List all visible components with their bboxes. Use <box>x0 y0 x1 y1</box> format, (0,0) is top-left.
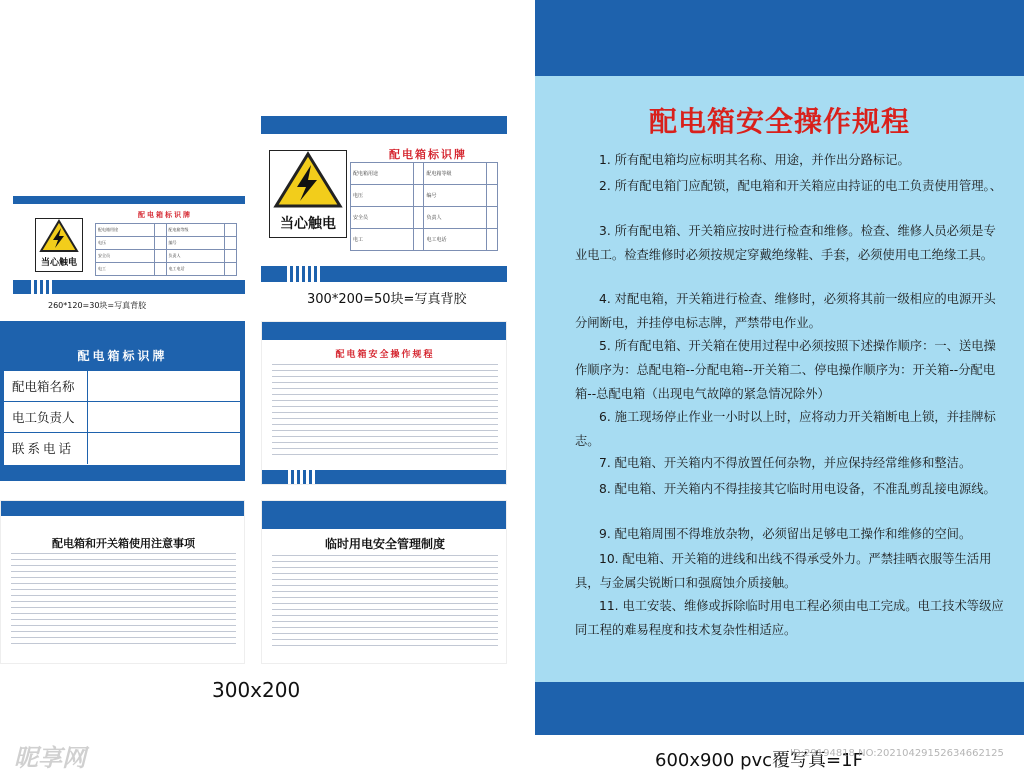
warning-label: 当心触电 <box>280 216 336 232</box>
rule-item: 1. 所有配电箱均应标明其名称、用途，并作出分路标记。 <box>599 153 910 167</box>
board-title: 配电箱和开关箱使用注意事项 <box>52 537 195 550</box>
warning-label: 当心触电 <box>40 258 77 268</box>
top-band <box>0 321 245 341</box>
watermark-id: ID:29194818 NO:20210429152634662125 <box>790 748 1004 759</box>
bottom-band <box>535 682 1024 735</box>
small-rules-board <box>261 321 507 485</box>
warning-sign <box>35 218 83 272</box>
rule-item: 5. 所有配电箱、开关箱在使用过程中必须按照下述操作顺序：一、送电操作顺序为：总配电箱--分配电箱--开关箱二、停电操作顺序为：开关箱--分配电箱--总配电箱（出现电气故障的紧急情况除外） <box>575 339 996 401</box>
cell: 安全员 <box>351 207 414 229</box>
top-band <box>1 501 245 516</box>
card-panel <box>4 371 240 465</box>
size-300-label: 300x200 <box>212 678 301 702</box>
cell: 电工电话 <box>166 263 225 276</box>
rule-item: 7. 配电箱、开关箱内不得放置任何杂物，并应保持经常维修和整洁。 <box>599 456 972 470</box>
board-title: 临时用电安全管理制度 <box>324 537 445 551</box>
watermark-logo: 昵享网 <box>14 744 86 772</box>
temp-power-board <box>261 500 507 664</box>
row-label: 电工负责人 <box>4 402 88 432</box>
rule-item: 11. 电工安装、维修或拆除临时用电工程必须由电工完成。电工技术等级应同工程的难易程度和技术复杂性相适应。 <box>575 599 1004 637</box>
medium-sign <box>261 116 507 282</box>
small-sign-size: 260*120=30块=写真背胶 <box>48 301 147 310</box>
electric-hazard-icon <box>273 151 343 209</box>
cell: 负责人 <box>166 250 225 263</box>
top-band <box>261 116 507 134</box>
cell: 配电箱等级 <box>166 224 225 237</box>
board-text <box>11 553 236 653</box>
warning-sign <box>269 150 347 238</box>
id-card <box>0 321 245 481</box>
rule-item: 9. 配电箱周围不得堆放杂物，必须留出足够电工操作和维修的空间。 <box>599 527 972 541</box>
main-rules-panel <box>535 0 1024 735</box>
cell: 电压 <box>351 185 414 207</box>
top-band <box>535 0 1024 76</box>
board-title: 配电箱安全操作规程 <box>335 350 435 360</box>
sign-title: 配电箱标识牌 <box>389 148 467 161</box>
cell: 电工电话 <box>424 229 487 251</box>
sign-table <box>95 223 237 276</box>
main-title: 配电箱安全操作规程 <box>648 105 910 138</box>
stripe-decoration <box>31 280 52 294</box>
sign-table <box>350 162 498 251</box>
card-title: 配电箱标识牌 <box>77 349 168 363</box>
top-band <box>13 196 245 204</box>
cell: 电压 <box>96 237 155 250</box>
stripe-decoration <box>287 266 320 282</box>
sign-title: 配电箱标识牌 <box>138 211 192 219</box>
cell: 电工 <box>96 263 155 276</box>
top-band <box>262 322 507 340</box>
small-sign <box>13 196 245 298</box>
cell: 配电箱用途 <box>96 224 155 237</box>
rule-item: 10. 配电箱、开关箱的进线和出线不得承受外力。严禁挂晒衣服等生活用具，与金属尖锐断口和强腐蚀介质接触。 <box>575 552 992 590</box>
top-band <box>262 501 507 529</box>
stripe-decoration <box>288 470 315 485</box>
cell: 电工 <box>351 229 414 251</box>
board-text <box>272 364 498 464</box>
rule-item: 2. 所有配电箱门应配锁，配电箱和开关箱应由持证的电工负责使用管理。、 <box>599 179 1002 193</box>
cell: 安全员 <box>96 250 155 263</box>
cell: 编号 <box>166 237 225 250</box>
rule-item: 3. 所有配电箱、开关箱应按时进行检查和维修。检查、维修人员必须是专业电工。检查维修时必须按规定穿戴绝缘鞋、手套，必须使用电工绝缘工具。 <box>575 224 996 262</box>
rule-item: 4. 对配电箱，开关箱进行检查、维修时，必须将其前一级相应的电源开头分闸断电，并挂停电标志牌，严禁带电作业。 <box>575 292 996 330</box>
notice-board <box>0 500 245 664</box>
cell: 负责人 <box>424 207 487 229</box>
row-label: 联系电话 <box>4 433 88 464</box>
electric-hazard-icon <box>39 219 79 253</box>
cell: 配电箱等级 <box>424 163 487 185</box>
board-text <box>272 555 498 655</box>
rule-item: 6. 施工现场停止作业一小时以上时，应将动力开关箱断电上锁，并挂牌标志。 <box>575 410 996 448</box>
medium-sign-size: 300*200=50块=写真背胶 <box>307 292 467 307</box>
cell: 编号 <box>424 185 487 207</box>
row-label: 配电箱名称 <box>4 371 88 401</box>
cell: 配电箱用途 <box>351 163 414 185</box>
size-600-label: 600x900 pvc覆写真=1F <box>655 750 863 771</box>
rule-item: 8. 配电箱、开关箱内不得挂接其它临时用电设备，不准乱剪乱接电源线。 <box>599 482 996 496</box>
